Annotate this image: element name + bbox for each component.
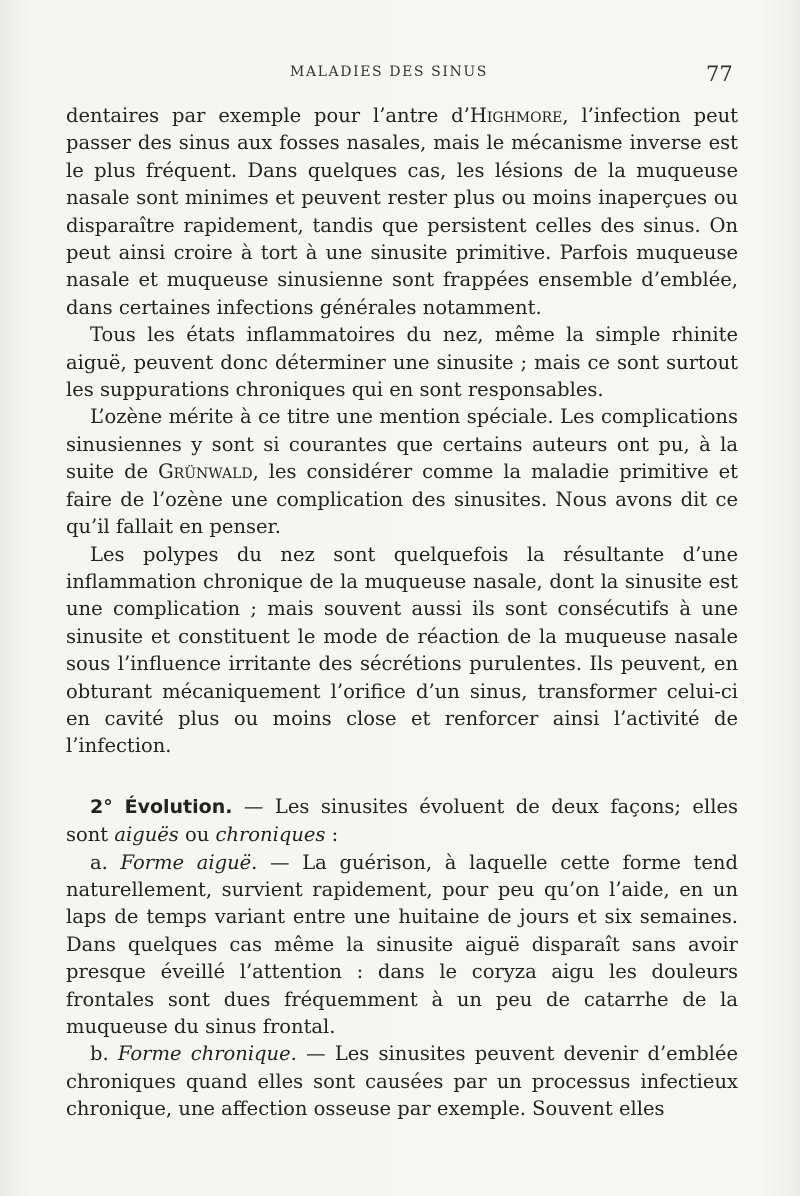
text-run: , l’infection peut passer des sinus aux fosses nasales, mais le mécanisme inverse est le plus fréquent. Dans quelques cas, les lésions de la muqueuse nasale sont minimes et peuvent rester plus ou moins inaperçues ou disparaître rapidement, tandis que persistent celles des sinus. On peut ainsi croire à tort à une sinusite primitive. Parfois muqueuse nasale et muqueuse sinusienne sont frappées ensemble d’emblée, dans certaines infections générales notamment. [66,104,739,319]
emphasis-aigues: aiguës [114,823,179,847]
text-run: , les considérer comme la maladie primitive et faire de l’ozène une complication des sinusites. Nous avons dit ce qu’il fallait en penser. [66,460,738,539]
text-run: — Les sinusites peuvent devenir d’emblée chroniques quand elles sont causées par un processus infectieux chronique, une affection osseuse par exemple. Souvent elles [66,1042,738,1121]
page-number: 77 [706,62,733,86]
text-run: : [325,823,339,847]
author-name-grunwald: Grünwald [158,460,253,484]
subsection-title-forme-aigue: Forme aiguë. [120,850,258,874]
body-text [66,102,738,1123]
text-run: — La guérison, à laquelle cette forme tend naturellement, survient rapidement, pour peu qu’on l’aide, en un laps de temps variant entre une huitaine de jours et six semaines. Dans quelques cas même la sinusite aiguë disparaît sans avoir presque éveillé l’attention : dans le coryza aigu les douleurs frontales sont dues fréquemment à un peu de catarrhe de la muqueuse du sinus frontal. [66,850,738,1038]
subsection-title-forme-chronique: Forme chronique. [117,1042,297,1066]
paragraph-inflammatory-states: Tous les états inflammatoires du nez, même la simple rhinite aiguë, peuvent donc déterminer une sinusite ; mais ce sont surtout les suppurations chroniques qui en sont responsables. [66,323,738,402]
section-evolution [66,793,738,849]
paragraph-forme-aigue [66,849,738,1041]
paragraph-ozene [66,403,738,540]
section-title: 2° Évolution. [90,795,233,818]
page-header [0,62,800,92]
item-label: a. [90,850,121,874]
text-run: L’ozène mérite à ce titre une mention spéciale. Les complications sinusiennes y sont si courantes que certains auteurs ont pu, à la suite de [66,405,738,484]
paragraph-polypes: Les polypes du nez sont quelquefois la résultante d’une inflammation chronique de la muqueuse nasale, dont la sinusite est une complication ; mais souvent aussi ils sont consécutifs à une sinusite et constituent le mode de réaction de la muqueuse nasale sous l’influence irritante des sécrétions purulentes. Ils peuvent, en obturant mécaniquement l’orifice d’un sinus, transformer celui-ci en cavité plus ou moins close et renforcer ainsi l’activité de l’infection. [66,542,738,758]
paragraph-forme-chronique [66,1040,738,1122]
paragraph-continued [66,102,738,321]
section-spacer [66,760,738,793]
author-name-highmore: Highmore [469,104,563,127]
text-run: dentaires par exemple pour l’antre d’ [66,104,470,127]
emphasis-chroniques: chroniques [215,823,326,847]
text-run: ou [178,823,216,847]
item-label: b. [90,1042,118,1066]
text-run: — Les sinusites évoluent de deux façons; elles sont [66,794,738,847]
running-title: MALADIES DES SINUS [290,64,488,80]
